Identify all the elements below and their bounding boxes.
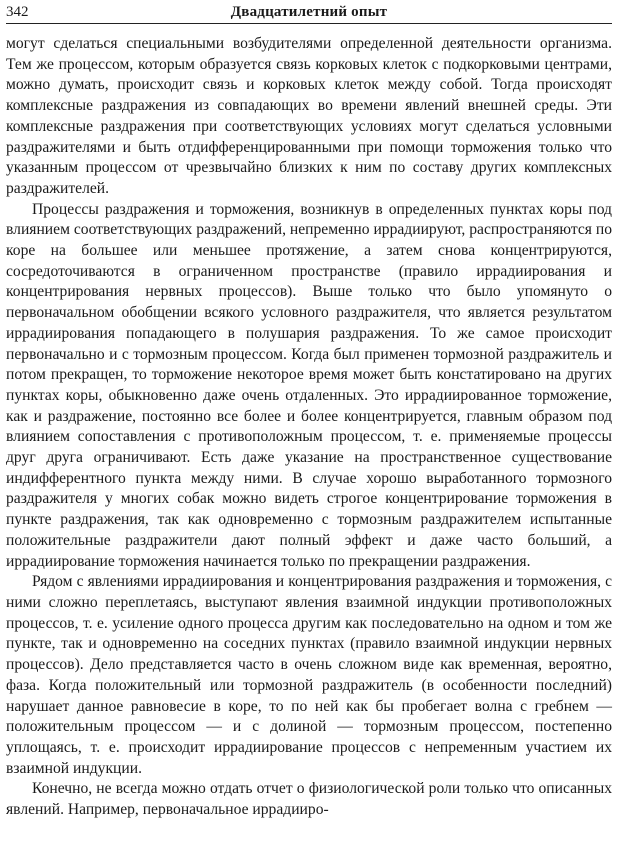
- paragraph: могут сделаться специальными возбудителями определенной деятельности организма. Тем же процессом, которым образуется связь корковых клеток с подкорковыми центрами, можно думать, происходит связь и корковых клеток между собой. Тогда происходят комплексные раздражения из совпадающих во времени явлений внешней среды. Эти комплексные раздражения при соответствующих условиях могут сделаться условными раздражителями и быть отдифференцированными при помощи торможения только что указанным процессом от чрезвычайно близких к ним по составу других комплексных раздражителей.: [6, 35, 612, 197]
- paragraph: Конечно, не всегда можно отдать отчет о физиологической роли только что описанных явлений. Например, первоначальное иррадииро-: [6, 780, 612, 819]
- running-header: [6, 3, 612, 23]
- paragraph: Процессы раздражения и торможения, возникнув в определенных пунктах коры под влиянием соответствующих раздражений, непременно иррадиируют, распространяются по коре на большее или меньшее протяжение, а затем снова концентрируются, сосредоточиваются в ограниченном пространстве (правило иррадиирования и концентрирования нервных процессов). Выше только что было упомянуто о первоначальном обобщении всякого условного раздражителя, что является результатом иррадиирования попадающего в полушария раздражения. То же самое происходит первоначально и с тормозным процессом. Когда был применен тормозной раздражитель и потом прекращен, то торможение некоторое время может быть констатировано на других пунктах коры, обыкновенно даже очень отдаленных. Это иррадиированное торможение, как и раздражение, постоянно все более и более концентрируется, главным образом под влиянием сопоставления с противоположным процессом, т. е. применяемые процессы друг друга ограничивают. Есть даже указание на пространственное существование индифферентного пункта между ними. В случае хорошо выработанного тормозного раздражителя у многих собак можно видеть строгое концентрирование торможения в пункте раздражения, так как одновременно с тормозным раздражителем испытанные положительные раздражители дают полный эффект и даже часто больший, а иррадиирование торможения начинается только по прекращении раздражения.: [6, 200, 612, 570]
- running-title: Двадцатилетний опыт: [230, 4, 388, 20]
- page-number: 342: [6, 4, 29, 20]
- paragraph: Рядом с явлениями иррадиирования и концентрирования раздражения и торможения, с ними сложно переплетаясь, выступают явления взаимной индукции противоположных процессов, т. е. усиление одного процесса другим как последовательно на одном и том же пункте, так и одновременно на соседних пунктах (правило взаимной индукции нервных процессов). Дело представляется часто в очень сложном виде как временная, вероятно, фаза. Когда положительный или тормозной раздражитель (в особенности последний) нарушает данное равновесие в коре, то по ней как бы пробегает волна с гребнем — положительным процессом — и с долиной — тормозным процессом, постепенно уплощаясь, т. е. происходит иррадиирование процессов с непременным участием их взаимной индукции.: [6, 573, 612, 777]
- body-text: [6, 34, 612, 821]
- header-rule: [6, 23, 612, 24]
